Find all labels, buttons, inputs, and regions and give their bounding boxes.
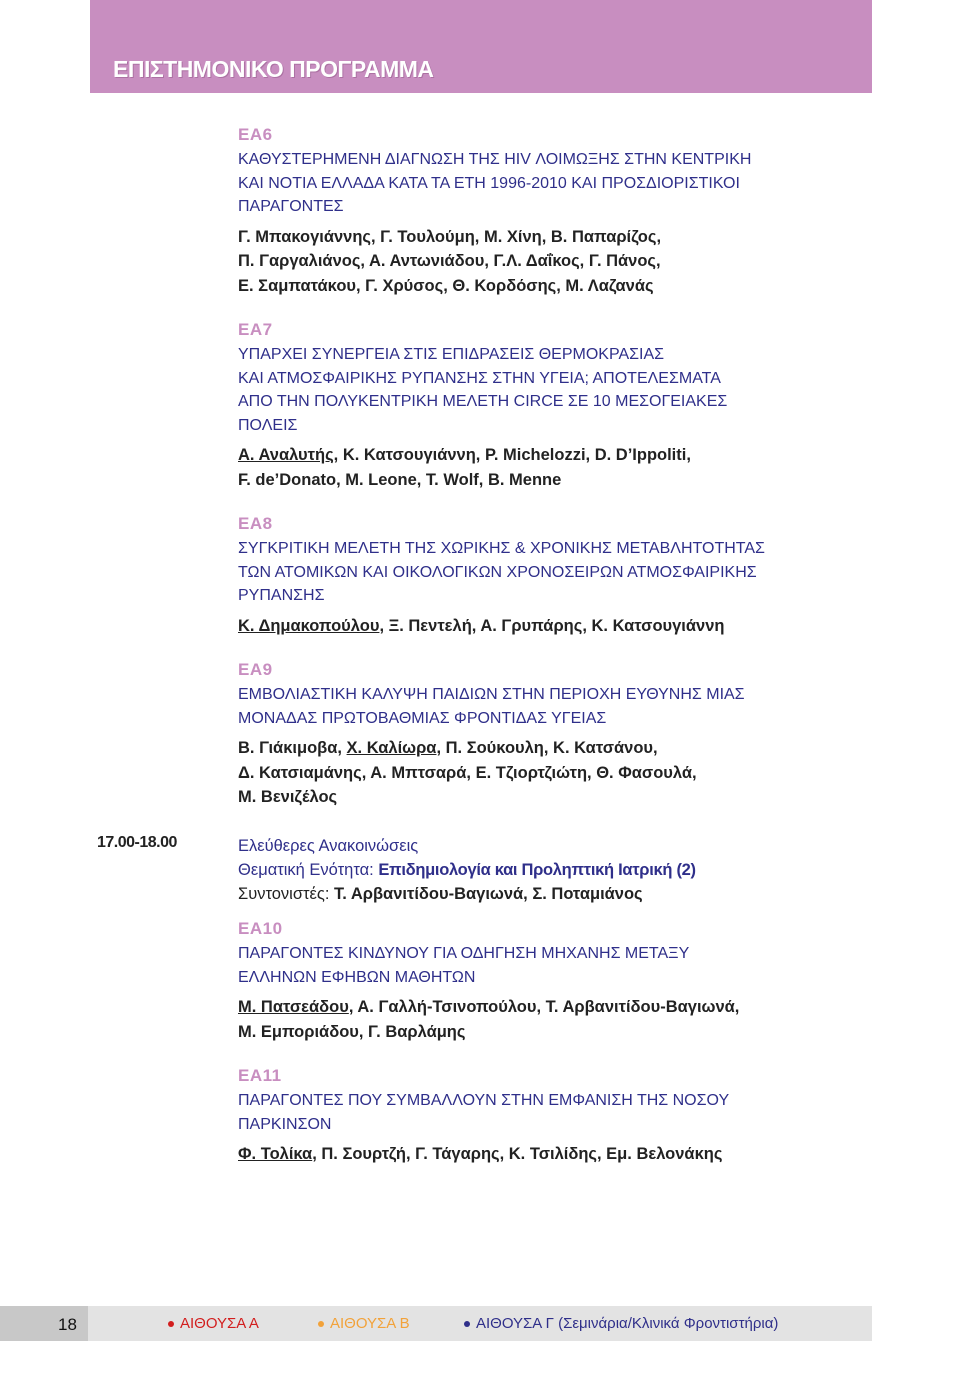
abstract-ea9 [238, 657, 898, 810]
abstract-ea10 [238, 916, 898, 1044]
coordinators-names: Τ. Αρβανιτίδου-Βαγιωνά, Σ. Ποταμιάνος [334, 885, 643, 903]
title-line: ΕΛΛΗΝΩΝ ΕΦΗΒΩΝ ΜΑΘΗΤΩΝ [238, 968, 476, 986]
legend-room-b [318, 1315, 410, 1332]
presenter-name: Χ. Καλίωρα [346, 739, 437, 757]
title-line: ΚΑΙ ΝΟΤΙΑ ΕΛΛΑΔΑ ΚΑΤΑ ΤΑ ΕΤΗ 1996-2010 ΚΑΙ ΠΡΟΣΔΙΟΡΙΣΤΙΚΟΙ [238, 174, 740, 192]
title-line: ΚΑΘΥΣΤΕΡΗΜΕΝΗ ΔΙΑΓΝΩΣΗ ΤΗΣ HIV ΛΟΙΜΩΞΗΣ ΣΤΗΝ ΚΕΝΤΡΙΚΗ [238, 151, 752, 168]
abstract-title [238, 343, 898, 437]
title-line: ΥΠΑΡΧΕΙ ΣΥΝΕΡΓΕΙΑ ΣΤΙΣ ΕΠΙΔΡΑΣΕΙΣ ΘΕΡΜΟΚΡΑΣΙΑΣ [238, 346, 665, 363]
abstract-code: ΕΑ10 [238, 919, 283, 938]
abstract-ea11 [238, 1063, 898, 1167]
author-pre: Β. Γιάκιμοβα, [238, 739, 347, 757]
presenter-name: Κ. Δημακοπούλου [238, 616, 380, 635]
title-line: ΕΜΒΟΛΙΑΣΤΙΚΗ ΚΑΛΥΨΗ ΠΑΙΔΙΩΝ ΣΤΗΝ ΠΕΡΙΟΧΗ ΕΥΘΥΝΗΣ ΜΙΑΣ [238, 686, 745, 703]
session-theme-line [238, 858, 898, 882]
session-title: Ελεύθερες Ανακοινώσεις [238, 837, 419, 855]
author-line: Μ. Εμποριάδου, Γ. Βαρλάμης [238, 1022, 466, 1041]
abstract-title [238, 1089, 898, 1136]
abstract-ea6 [238, 122, 898, 298]
author-rest: , Κ. Κατσουγιάννη, P. Michelozzi, D. D’Ippoliti, [333, 446, 691, 464]
author-line: Γ. Μπακογιάννης, Γ. Τουλούμη, Μ. Χίνη, Β. Παπαρίζος, [238, 227, 662, 246]
author-line: Ε. Σαμπατάκου, Γ. Χρύσος, Θ. Κορδόσης, Μ. Λαζανάς [238, 276, 654, 295]
presenter-name: Φ. Τολίκα [238, 1145, 313, 1163]
abstract-code: ΕΑ9 [238, 660, 273, 679]
title-line: ΚΑΙ ΑΤΜΟΣΦΑΙΡΙΚΗΣ ΡΥΠΑΝΣΗΣ ΣΤΗΝ ΥΓΕΙΑ; ΑΠΟΤΕΛΕΣΜΑΤΑ [238, 369, 721, 387]
abstract-authors [238, 995, 898, 1044]
bullet-dot-icon [168, 1321, 174, 1327]
session-time: 17.00-18.00 [97, 834, 177, 851]
abstract-title [238, 683, 898, 730]
author-line [238, 1142, 898, 1167]
legend-room-b-label: ΑΙΘΟΥΣΑ Β [330, 1315, 410, 1332]
page-number-box [0, 1306, 88, 1341]
theme-label: Θεματική Ενότητα: [238, 861, 379, 879]
abstract-authors [238, 1142, 898, 1167]
session-coordinators-line [238, 882, 898, 906]
theme-name: Επιδημιολογία και Προληπτική Ιατρική (2) [378, 861, 696, 879]
title-line: ΜΟΝΑΔΑΣ ΠΡΩΤΟΒΑΘΜΙΑΣ ΦΡΟΝΤΙΔΑΣ ΥΓΕΙΑΣ [238, 709, 607, 727]
title-line: ΤΩΝ ΑΤΟΜΙΚΩΝ ΚΑΙ ΟΙΚΟΛΟΓΙΚΩΝ ΧΡΟΝΟΣΕΙΡΩΝ ΑΤΜΟΣΦΑΙΡΙΚΗΣ [238, 563, 757, 581]
title-line: ΠΑΡΑΓΟΝΤΕΣ [238, 198, 344, 215]
coordinators-label: Συντονιστές: [238, 885, 335, 903]
abstract-title [238, 537, 898, 608]
abstract-authors [238, 736, 898, 810]
abstract-code: ΕΑ8 [238, 514, 273, 533]
abstract-authors [238, 614, 898, 639]
legend-room-c-label: ΑΙΘΟΥΣΑ Γ (Σεμινάρια/Κλινικά Φροντιστήρια) [476, 1315, 779, 1332]
author-line: Μ. Βενιζέλος [238, 788, 338, 806]
page-title: ΕΠΙΣΤΗΜΟΝΙΚΟ ΠΡΟΓΡΑΜΜΑ [113, 56, 434, 82]
legend-room-a [168, 1315, 259, 1332]
abstract-title [238, 942, 898, 989]
author-line [238, 614, 898, 639]
legend-room-c [464, 1315, 778, 1332]
presenter-name: Α. Αναλυτής [238, 446, 334, 464]
author-line [238, 736, 898, 761]
author-rest: , Π. Σούκουλη, Κ. Κατσάνου, [436, 739, 658, 757]
abstract-list [238, 122, 898, 829]
author-line [238, 443, 898, 468]
title-line: ΠΑΡΑΓΟΝΤΕΣ ΚΙΝΔΥΝΟΥ ΓΙΑ ΟΔΗΓΗΣΗ ΜΗΧΑΝΗΣ ΜΕΤΑΞΥ [238, 945, 690, 962]
bullet-dot-icon [318, 1321, 324, 1327]
author-rest: , Π. Σουρτζή, Γ. Τάγαρης, Κ. Τσιλίδης, Εμ. Βελονάκης [312, 1145, 723, 1163]
abstract-authors [238, 443, 898, 492]
title-line: ΠΟΛΕΙΣ [238, 416, 298, 434]
bullet-dot-icon [464, 1321, 470, 1327]
abstract-code: ΕΑ6 [238, 125, 273, 144]
session-abstract-list [238, 916, 898, 1167]
abstract-ea8 [238, 511, 898, 638]
abstract-code: ΕΑ11 [238, 1066, 282, 1085]
abstract-title [238, 148, 898, 219]
legend-room-a-label: ΑΙΘΟΥΣΑ Α [180, 1315, 259, 1332]
author-line: Π. Γαργαλιάνος, Α. Αντωνιάδου, Γ.Λ. Δαΐκος, Γ. Πάνος, [238, 252, 661, 270]
title-line: ΠΑΡΚΙΝΣΟΝ [238, 1115, 332, 1133]
abstract-ea7 [238, 317, 898, 492]
author-line: F. de’Donato, M. Leone, T. Wolf, B. Menne [238, 470, 562, 489]
session-block [238, 834, 898, 1186]
author-rest: , Α. Γαλλή-Τσινοπούλου, Τ. Αρβανιτίδου-Βαγιωνά, [348, 998, 740, 1016]
abstract-code: ΕΑ7 [238, 320, 273, 339]
page-number: 18 [58, 1315, 77, 1334]
footer-bar [0, 1306, 872, 1341]
presenter-name: Μ. Πατσεάδου [238, 998, 349, 1016]
author-rest: , Ξ. Πεντελή, Α. Γρυπάρης, Κ. Κατσουγιάννη [379, 616, 725, 635]
abstract-authors [238, 225, 898, 299]
author-line [238, 995, 898, 1020]
title-line: ΡΥΠΑΝΣΗΣ [238, 587, 325, 604]
title-line: ΣΥΓΚΡΙΤΙΚΗ ΜΕΛΕΤΗ ΤΗΣ ΧΩΡΙΚΗΣ & ΧΡΟΝΙΚΗΣ ΜΕΤΑΒΛΗΤΟΤΗΤΑΣ [238, 540, 765, 557]
title-line: ΠΑΡΑΓΟΝΤΕΣ ΠΟΥ ΣΥΜΒΑΛΛΟΥΝ ΣΤΗΝ ΕΜΦΑΝΙΣΗ ΤΗΣ ΝΟΣΟΥ [238, 1092, 730, 1109]
title-line: ΑΠΟ ΤΗΝ ΠΟΛΥΚΕΝΤΡΙΚΗ ΜΕΛΕΤΗ CIRCE ΣΕ 10 ΜΕΣΟΓΕΙΑΚΕΣ [238, 393, 728, 410]
author-line: Δ. Κατσιαμάνης, Α. Μπτσαρά, Ε. Τζιορτζιώτη, Θ. Φασουλά, [238, 763, 697, 782]
